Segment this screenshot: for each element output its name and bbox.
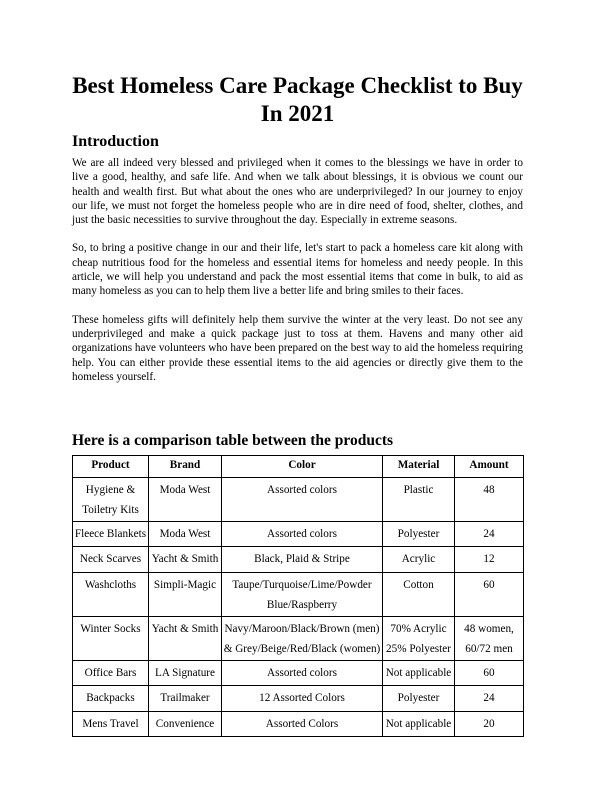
paragraph: So, to bring a positive change in our and their life, let's start to pack a homeless care kit along with cheap nutritious food for the homeless and essential items for homeless and needy people. In this article, we will help you understand and pack the most essential items that come in bulk, to aid as many homeless as you can to help them live a better life and bring smiles to their faces. — [72, 242, 523, 298]
cell-material: Not applicable — [383, 660, 455, 686]
table-header-row — [73, 456, 524, 478]
page-title: Best Homeless Care Package Checklist to Buy In 2021 — [72, 73, 523, 126]
cell-color: Black, Plaid & Stripe — [222, 547, 383, 573]
cell-product: Fleece Blankets — [73, 521, 149, 547]
cell-material: Polyester — [383, 521, 455, 547]
cell-product: Mens Travel — [73, 711, 149, 737]
cell-brand: Simpli-Magic — [149, 572, 222, 616]
cell-color: 12 Assorted Colors — [222, 686, 383, 712]
cell-brand: Moda West — [149, 521, 222, 547]
table-row — [73, 686, 524, 712]
table-row — [73, 572, 524, 616]
header-material: Material — [383, 456, 455, 478]
cell-product: Neck Scarves — [73, 547, 149, 573]
cell-product: Backpacks — [73, 686, 149, 712]
cell-material: Polyester — [383, 686, 455, 712]
cell-color: Assorted colors — [222, 521, 383, 547]
cell-amount: 48 — [455, 477, 524, 521]
cell-product: Hygiene & Toiletry Kits — [73, 477, 149, 521]
header-amount: Amount — [455, 456, 524, 478]
cell-material: Acrylic — [383, 547, 455, 573]
cell-product: Office Bars — [73, 660, 149, 686]
cell-material: Plastic — [383, 477, 455, 521]
cell-color: Taupe/Turquoise/Lime/Powder Blue/Raspberry — [222, 572, 383, 616]
cell-color: Assorted colors — [222, 660, 383, 686]
cell-product: Winter Socks — [73, 616, 149, 660]
cell-material: Cotton — [383, 572, 455, 616]
table-row — [73, 711, 524, 737]
cell-amount: 12 — [455, 547, 524, 573]
introduction-body — [72, 156, 523, 398]
paragraph: We are all indeed very blessed and privileged when it comes to the blessings we have in order to live a good, healthy, and safe life. And when we talk about blessings, it is obvious we count our health and wealth first. But what about the ones who are underprivileged? In our journey to enjoy our life, we must not forget the homeless people who are in dire need of food, shelter, clothes, and just the basic necessities to survive throughout the day. Especially in extreme seasons. — [72, 157, 523, 227]
header-product: Product — [73, 456, 149, 478]
cell-amount: 60 — [455, 660, 524, 686]
table-row — [73, 660, 524, 686]
cell-brand: Trailmaker — [149, 686, 222, 712]
cell-amount: 24 — [455, 521, 524, 547]
cell-color: Assorted colors — [222, 477, 383, 521]
cell-product: Washcloths — [73, 572, 149, 616]
header-color: Color — [222, 456, 383, 478]
cell-amount: 20 — [455, 711, 524, 737]
cell-brand: LA Signature — [149, 660, 222, 686]
table-row — [73, 616, 524, 660]
cell-brand: Yacht & Smith — [149, 547, 222, 573]
comparison-table — [72, 455, 524, 737]
introduction-heading: Introduction — [72, 133, 159, 150]
paragraph: These homeless gifts will definitely help them survive the winter at the very least. Do not see any underprivileged and make a quick package just to toss at them. Havens and many other aid organizations have volunteers who have been prepared on the best way to aid the homeless requiring help. You can either provide these essential items to the aid agencies or directly give them to the homeless yourself. — [72, 313, 523, 383]
cell-brand: Moda West — [149, 477, 222, 521]
table-row — [73, 547, 524, 573]
cell-amount: 48 women, 60/72 men — [455, 616, 524, 660]
cell-material: Not applicable — [383, 711, 455, 737]
header-brand: Brand — [149, 456, 222, 478]
cell-amount: 24 — [455, 686, 524, 712]
table-row — [73, 521, 524, 547]
table-row — [73, 477, 524, 521]
cell-color: Assorted Colors — [222, 711, 383, 737]
cell-brand: Yacht & Smith — [149, 616, 222, 660]
cell-material: 70% Acrylic 25% Polyester — [383, 616, 455, 660]
cell-amount: 60 — [455, 572, 524, 616]
cell-color: Navy/Maroon/Black/Brown (men) & Grey/Beige/Red/Black (women) — [222, 616, 383, 660]
comparison-heading: Here is a comparison table between the products — [72, 432, 394, 449]
cell-brand: Convenience — [149, 711, 222, 737]
